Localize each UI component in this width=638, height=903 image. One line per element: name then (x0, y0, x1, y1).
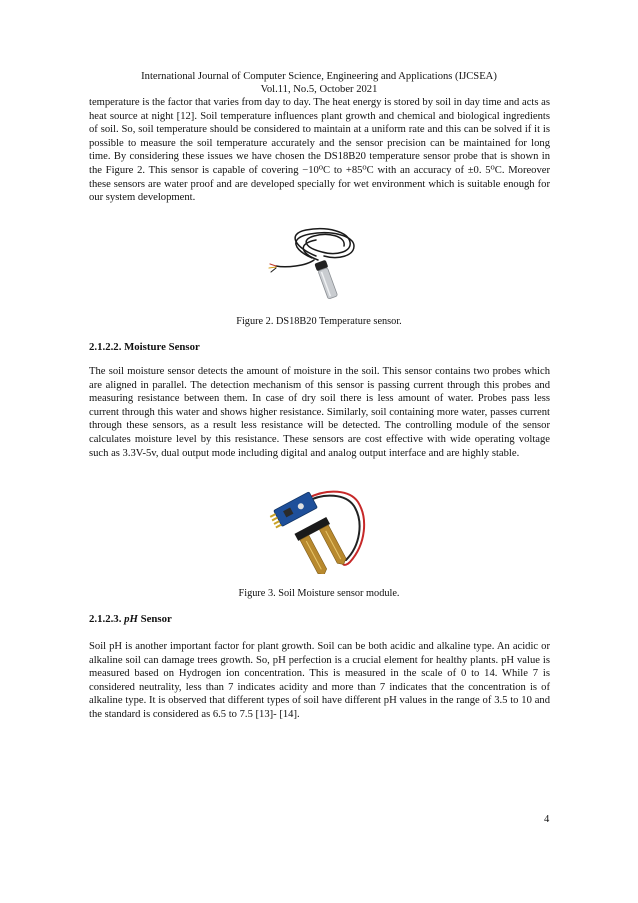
paragraph-ph-sensor: Soil pH is another important factor for plant growth. Soil can be both acidic and alkaline type. An acidic or alkaline soil can damage trees growth. So, pH perfection is a crucial element for healthy plants. pH value is measured based on Hydrogen ion concentration. This is measured in the scale of 0 to 14. While 7 is considered neutrality, less than 7 indicates acidity and more than 7 indicates that the concentration is of alkaline type. It is observed that different types of soil have different pH values in the range of 3.5 to 10 and the standard is considered as 6.5 to 7.5 [13]- [14]. (89, 641, 550, 720)
paragraph-soil-temperature: temperature is the factor that varies from day to day. The heat energy is stored by soil in day time and acts as heat source at night [12]. Soil temperature influences plant growth and chemical and biological ingredients of soil. So, soil temperature should be considered to maintain at a uniform rate and this can be solved if it is possible to measure the soil temperature accurately and the sensor precision can be maintained for long time. By considering these issues we have chosen the DS18B20 temperature sensor probe that is shown in the Figure 2. This sensor is capable of covering −10⁰C to +85⁰C with an accuracy of ±0. 5⁰C. Moreover these sensors are water proof and are developed specially for wet environment which is suitable enough for our system development. (89, 97, 550, 204)
ds18b20-probe-figure (266, 226, 366, 304)
heading-text: Sensor (140, 613, 172, 625)
soil-moisture-module-figure (268, 484, 372, 574)
figure-3-caption: Figure 3. Soil Moisture sensor module. (238, 588, 400, 599)
heading-ph-symbol: pH (124, 613, 138, 625)
heading-number: 2.1.2.3. (89, 613, 122, 625)
section-heading-ph-sensor (89, 613, 172, 625)
section-heading-moisture-sensor: 2.1.2.2. Moisture Sensor (89, 341, 200, 353)
journal-volume: Vol.11, No.5, October 2021 (260, 83, 378, 95)
figure-2-caption: Figure 2. DS18B20 Temperature sensor. (236, 316, 402, 327)
paragraph-moisture-sensor: The soil moisture sensor detects the amount of moisture in the soil. This sensor contains two probes which are aligned in parallel. The detection mechanism of this sensor is passing current through this probes and measuring resistance between them. In case of dry soil there is less amount of water. Probes pass less current through this water and shows higher resistance. Similarly, soil containing more water, passes current through these sensors, as a result less resistance will be detected. The controlling module of the sensor calculates moisture level by this resistance. These sensors are cost effective with wide operating voltage such as 3.3V-5v, dual output mode including digital and analog output interface and are highly stable. (89, 366, 550, 459)
running-header (0, 71, 638, 96)
page-number: 4 (544, 814, 550, 825)
journal-title: International Journal of Computer Science, Engineering and Applications (IJCSEA) (141, 71, 497, 82)
